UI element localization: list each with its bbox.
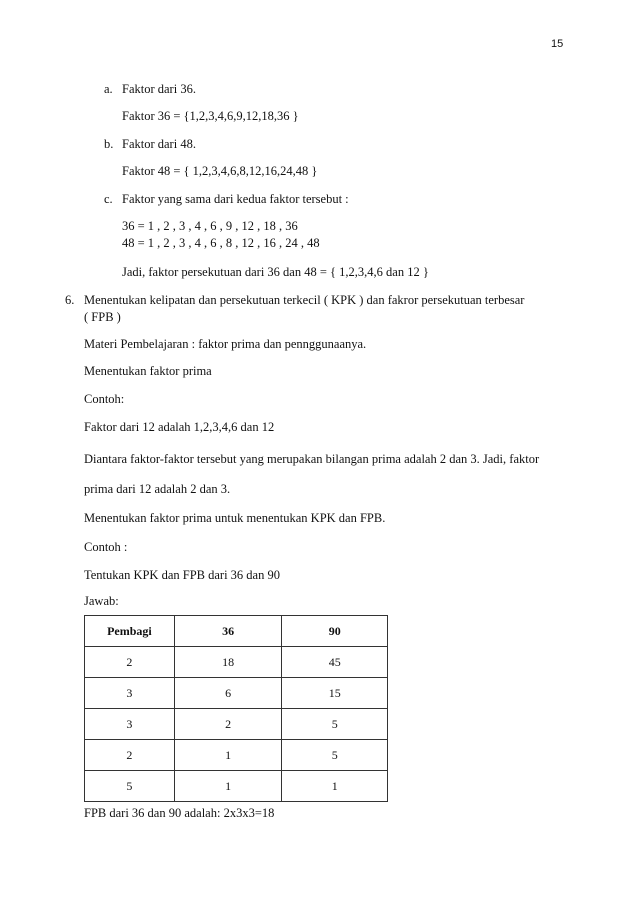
table-cell: 45 (282, 647, 388, 678)
list-marker-b: b. (104, 137, 114, 151)
list-marker-c: c. (104, 192, 113, 206)
table-cell: 1 (282, 771, 388, 802)
division-table (84, 615, 388, 802)
table-header-cell: 90 (282, 616, 388, 647)
table-cell: 5 (282, 740, 388, 771)
table-cell: 6 (174, 678, 282, 709)
table-header-cell: 36 (174, 616, 282, 647)
subheading: Menentukan faktor prima (84, 364, 212, 378)
paragraph-line1: Diantara faktor-faktor tersebut yang merupakan bilangan prima adalah 2 dan 3. Jadi, faktor (84, 452, 540, 466)
table-cell: 15 (282, 678, 388, 709)
table-cell: 2 (174, 709, 282, 740)
paragraph-line2: prima dari 12 adalah 2 dan 3. (84, 482, 231, 496)
table-row (85, 678, 388, 709)
table-cell: 2 (85, 647, 175, 678)
table-row (85, 709, 388, 740)
list-item-c-line1: 36 = 1 , 2 , 3 , 4 , 6 , 9 , 12 , 18 , 36 (122, 219, 298, 233)
table-cell: 18 (174, 647, 282, 678)
list-item-b-detail: Faktor 48 = { 1,2,3,4,6,8,12,16,24,48 } (122, 164, 318, 178)
table-cell: 2 (85, 740, 175, 771)
table-row (85, 647, 388, 678)
table-row (85, 740, 388, 771)
table-cell: 1 (174, 771, 282, 802)
table-cell: 5 (282, 709, 388, 740)
list-item-c-line2: 48 = 1 , 2 , 3 , 4 , 6 , 8 , 12 , 16 , 24 , 48 (122, 236, 320, 250)
section-heading-line2: ( FPB ) (84, 310, 121, 324)
table-row (85, 771, 388, 802)
jawab-label: Jawab: (84, 594, 119, 608)
list-item-c-title: Faktor yang sama dari kedua faktor tersebut : (122, 192, 349, 206)
section-number: 6. (65, 293, 75, 307)
task-line: Tentukan KPK dan FPB dari 36 dan 90 (84, 568, 280, 582)
table-cell: 5 (85, 771, 175, 802)
contoh-label-1: Contoh: (84, 392, 125, 406)
page-number: 15 (551, 38, 564, 50)
list-item-b-title: Faktor dari 48. (122, 137, 196, 151)
fpb-result: FPB dari 36 dan 90 adalah: 2x3x3=18 (84, 806, 275, 820)
materi-line: Materi Pembelajaran : faktor prima dan pennggunaanya. (84, 337, 367, 351)
example-line: Faktor dari 12 adalah 1,2,3,4,6 dan 12 (84, 420, 275, 434)
list-item-c-conclusion: Jadi, faktor persekutuan dari 36 dan 48 = { 1,2,3,4,6 dan 12 } (122, 265, 429, 279)
contoh-label-2: Contoh : (84, 540, 128, 554)
kpk-fpb-line: Menentukan faktor prima untuk menentukan KPK dan FPB. (84, 511, 386, 525)
table-cell: 3 (85, 709, 175, 740)
list-marker-a: a. (104, 82, 113, 96)
section-heading-line1: Menentukan kelipatan dan persekutuan terkecil ( KPK ) dan fakror persekutuan terbesar (84, 293, 525, 307)
table-cell: 1 (174, 740, 282, 771)
table-header-row (85, 616, 388, 647)
list-item-a-title: Faktor dari 36. (122, 82, 196, 96)
list-item-a-detail: Faktor 36 = {1,2,3,4,6,9,12,18,36 } (122, 109, 299, 123)
table-header-cell: Pembagi (85, 616, 175, 647)
table-cell: 3 (85, 678, 175, 709)
